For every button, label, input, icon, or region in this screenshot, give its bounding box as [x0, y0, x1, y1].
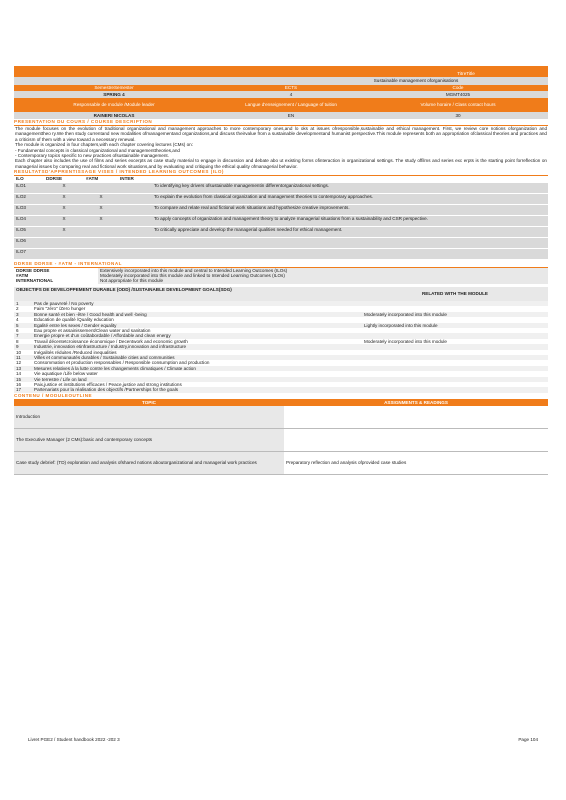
sdg-goal: Partenariats pour la réalisation des objectifs /Partnerships for the goals	[34, 387, 179, 393]
ilo-atm	[84, 226, 118, 237]
sdg-goal: Vie aquatique /Life below water	[34, 371, 98, 377]
semester-value-row	[14, 91, 548, 98]
ilo-heading: RESULTATSD'APPRENTISSAGE VISES / INTENDED LEARNING OUTCOMES (ILO)	[14, 169, 548, 176]
ilo-atm	[84, 248, 118, 259]
sdg-number: 5	[16, 322, 19, 328]
sdg-number: 17	[16, 387, 22, 393]
sdg-goal: Paix,justice et institutions efficaces / Peace,justice and strong institutions	[34, 381, 182, 387]
hours-label: Volume horaire / Class contact hours	[420, 102, 496, 108]
ilo-text	[152, 248, 548, 259]
legend-text: Not appropriate for this module	[98, 278, 548, 283]
presentation-paragraph-1: The module focuses on the evolution of traditional organizational and management approaches to more contemporary ones,and lo oks at issues ofresponsible,sustainable and ethical management. First, we review core notions oforganization and managementtheo ry.We then study currentand new modalities ofmanagementand organizations,and discuss theirvalue from a sustainable developmentand humanist perspective.This module represents both an appropriation ofclassical theories and practices and a criticism of them with a view toward a necessary renewal.	[15, 126, 547, 142]
ilo-text: To critically appreciate and develop the managerial qualities needed for ethical management.	[152, 226, 548, 237]
ilo-ddrse: X	[44, 193, 84, 204]
sdg-number: 7	[16, 333, 19, 339]
presentation-paragraph-3: - Fundamental concepts in classical organizational and managementtheories,and	[15, 147, 180, 153]
ilo-ddrse: X	[44, 182, 84, 193]
ilo-id: ILO4	[14, 215, 44, 226]
ilo-row	[14, 237, 548, 248]
code-label: Code	[452, 85, 464, 91]
ilo-col-id: ILO	[14, 176, 44, 182]
legend-heading: DDRSE DDRSE - #ATM - INTERNATIONAL	[14, 261, 548, 268]
outline-assignment	[284, 406, 548, 428]
sdg-goal: Villes et communautés durables / Sustainable cities and communities	[34, 354, 175, 360]
sdg-relation: Lightly incorporated into this module	[364, 322, 438, 328]
sdg-goal: Education de qualité /Quality education	[34, 317, 114, 323]
ilo-id: ILO1	[14, 182, 44, 193]
ilo-ddrse: X	[44, 215, 84, 226]
sdg-number: 14	[16, 371, 22, 377]
legend-table	[14, 268, 548, 284]
ilo-col-inter: INTER	[118, 176, 152, 182]
footer-page: Page 104	[518, 737, 538, 742]
hours-value: 30	[455, 112, 461, 118]
outline-topic: Case study debrief: (TD) exploration and analysis ofshared notions aboutorganizational and managerial work practices	[16, 460, 257, 466]
semester-label: SemestreSemester	[94, 85, 134, 91]
ilo-inter	[118, 182, 152, 193]
sdg-goal: Mesures relatives à la lutte contre les changements climatiques / Climate action	[34, 365, 196, 371]
sdg-relation: Moderately incorporated into this module	[364, 338, 447, 344]
ilo-text: To apply concepts of organization and management theory to analyze managerial situations from a sustainability and CSR perspective.	[152, 215, 548, 226]
ilo-id: ILO3	[14, 204, 44, 215]
ilo-text: To identifying key drivers ofsustainable managementin differentorganizational settings.	[152, 182, 548, 193]
responsible-value: RAINERI NICOLAS	[93, 112, 135, 118]
ilo-text	[152, 237, 548, 248]
sdg-number: 9	[16, 344, 19, 350]
semester-header-row	[14, 85, 548, 91]
legend-key: DDRSE DDRSE	[16, 267, 50, 273]
legend-key: #ATM	[16, 273, 29, 279]
outline-col-assign: ASSIGNMENTS & READINGS	[384, 400, 448, 406]
sdg-goal: Egalité entre les sexes / Gender equality	[34, 322, 117, 328]
ilo-ddrse	[44, 248, 84, 259]
language-label: Langue d'enseignement / Language of tuition	[245, 102, 337, 108]
sdg-goal: Pas de pauvreté / No poverty	[34, 300, 94, 306]
outline-assignment: Preparatory reflection and analysis ofprovided case studies	[284, 452, 548, 474]
ilo-id: ILO2	[14, 193, 44, 204]
ilo-table	[14, 176, 548, 259]
ilo-atm	[84, 182, 118, 193]
ilo-id: ILO5	[14, 226, 44, 237]
ilo-row	[14, 215, 548, 226]
outline-col-topic: TOPIC	[142, 400, 156, 406]
outline-heading: CONTENU / MODULEOUTLINE	[14, 393, 548, 400]
ilo-atm: X	[84, 193, 118, 204]
outline-topic: Introduction	[16, 414, 41, 420]
sdg-number: 8	[16, 338, 19, 344]
course-page	[14, 66, 548, 475]
ilo-atm: X	[84, 204, 118, 215]
responsible-value-row	[14, 112, 548, 119]
ilo-row	[14, 182, 548, 193]
legend-row	[14, 278, 548, 283]
presentation-paragraph-5: Each chapter also includes the use of films and series excerpts as case study material to engage in discussion and debate abo ut existing forms ofinteraction in organizational settings. The study offilms and series exc erpts is the starting point forreflection on managerial issues by comparing real and fictional work situations,and by evaluating and critiquing the ethical quality ofmanagerial behavior.	[15, 158, 547, 169]
sdg-number: 2	[16, 306, 19, 312]
sdg-heading-right: RELATED WITH THE MODULE	[421, 291, 488, 297]
sdg-table	[14, 287, 548, 393]
sdg-goal: Eau propre et assainissement/Clean water and sanitation	[34, 327, 151, 333]
language-value: EN	[287, 112, 295, 118]
sdg-number: 16	[16, 381, 22, 387]
outline-row	[14, 452, 548, 475]
sdg-goal: Industrie, innovation etinfrastructure / Industry,innovation and infrastructure	[34, 344, 187, 350]
sdg-number: 1	[16, 300, 19, 306]
course-title: Sustainable management oforganisations	[373, 78, 459, 84]
ilo-atm	[84, 237, 118, 248]
sdg-number: 11	[16, 354, 21, 360]
ilo-row	[14, 204, 548, 215]
sdg-goal: Faim "zéro" /Zero hunger	[34, 306, 86, 312]
ilo-atm: X	[84, 215, 118, 226]
ilo-inter	[118, 204, 152, 215]
ilo-col-ddrse: DDRSE	[44, 176, 84, 182]
code-value: MGMT4025	[445, 91, 471, 97]
outline-assignment	[284, 429, 548, 451]
sdg-number: 13	[16, 365, 22, 371]
ilo-inter	[118, 237, 152, 248]
ilo-inter	[118, 215, 152, 226]
sdg-number: 6	[16, 327, 19, 333]
footer-left: Livret PGE2 / Student handbook 2022 -202 3	[28, 737, 120, 742]
sdg-header-row	[14, 287, 548, 301]
presentation-paragraph-4: - Contemporary topics specific to new practices ofsustainable management.	[15, 153, 169, 159]
sdg-goal: Travail décentetcroissance économique / Decentwork and economic growth	[34, 338, 188, 344]
sdg-heading-left: OBJECTIFS DE DEVELOPPEMENT DURABLE (ODD) /SUSTAINABLE DEVELOPMENT GOALS(SDG)	[16, 286, 232, 292]
ilo-row	[14, 193, 548, 204]
outline-body	[14, 406, 548, 475]
outline-row	[14, 406, 548, 429]
ilo-id: ILO6	[14, 237, 44, 248]
ilo-row	[14, 226, 548, 237]
sdg-goal: Bonne santé et bien -être / Good health and well -being	[34, 311, 147, 317]
legend-text: Extensively incorporated into this module and central to Intended Learning Outcomes (ILOs)	[98, 268, 548, 273]
responsible-header-row	[14, 98, 548, 112]
ilo-inter	[118, 193, 152, 204]
ilo-col-atm: #ATM	[84, 176, 118, 182]
sdg-goal: Energie propre et d'un coûtabordable / Affordable and clean energy	[34, 333, 171, 339]
sdg-goal: Inégalités réduites /Reduced inequalities	[34, 349, 117, 355]
ilo-ddrse: X	[44, 226, 84, 237]
responsible-label: Responsable de module /Module leader	[73, 102, 155, 108]
ects-label: ECTS	[284, 85, 298, 91]
ilo-ddrse: X	[44, 204, 84, 215]
legend-key: INTERNATIONAL	[16, 278, 54, 284]
ilo-inter	[118, 226, 152, 237]
ilo-inter	[118, 248, 152, 259]
ilo-text: To compare and relate real and fictional work situations and hypothesize creative improvements.	[152, 204, 548, 215]
outline-row	[14, 429, 548, 452]
legend-text: Moderately incorporated into this module and linked to Intended Learning Outcomes (ILOs)	[98, 273, 548, 278]
semester-value: SPRING 4	[103, 91, 125, 97]
ilo-text: To explain the evolution from classical organization and management theories to contemporary approaches.	[152, 193, 548, 204]
sdg-goal: Consommation et production responsables / Responsible consumption and production	[34, 360, 210, 366]
ects-value: 4	[289, 91, 293, 97]
sdg-number: 10	[16, 349, 22, 355]
page-footer	[28, 737, 538, 742]
sdg-relation: Moderately incorporated into this module	[364, 311, 447, 317]
presentation-paragraph-2: The module is organized in four chapters,with each chapter covering lectures (CMs) on:	[15, 142, 193, 148]
sdg-number: 4	[16, 317, 19, 323]
outline-topic: The Executive Manager (2 CMs):basic and contemporary concepts	[16, 437, 153, 443]
sdg-goal: Vie terrestre / Life on land	[34, 376, 87, 382]
title-value-row	[14, 77, 548, 85]
presentation-heading: PRESENTATION DU COURS / COURSE DESCRIPTION	[14, 119, 548, 126]
title-label: TitreTitle	[457, 71, 475, 76]
ilo-id: ILO7	[14, 248, 44, 259]
sdg-number: 15	[16, 376, 22, 382]
title-label-row	[14, 71, 548, 77]
ilo-ddrse	[44, 237, 84, 248]
ilo-row	[14, 248, 548, 259]
sdg-number: 12	[16, 360, 22, 366]
sdg-number: 3	[16, 311, 19, 317]
